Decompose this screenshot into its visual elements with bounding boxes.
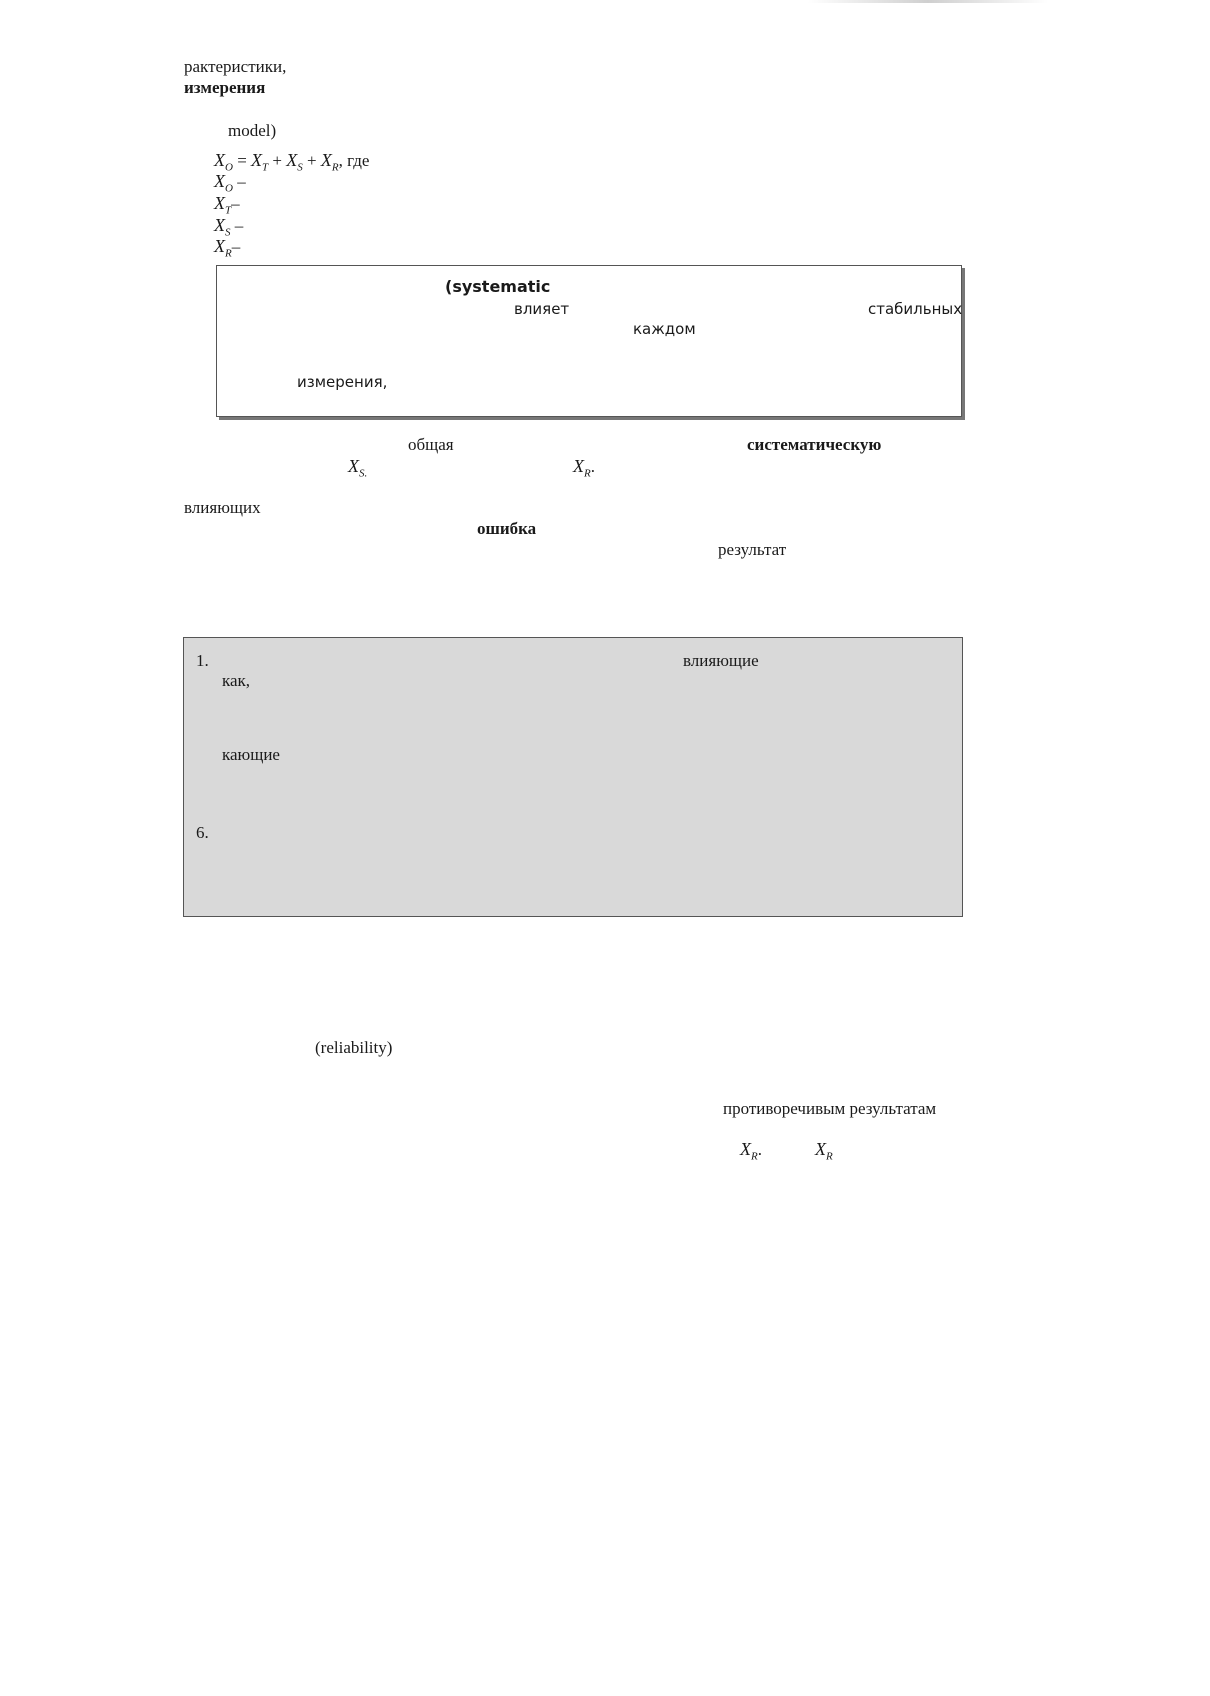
box1-word-2: стабильных bbox=[868, 300, 963, 318]
box2-num-6: 6. bbox=[196, 823, 209, 842]
definition-xo: $X_O$ – bbox=[214, 171, 246, 195]
definition-xs: $X_S$ – bbox=[214, 215, 244, 239]
scan-edge-line bbox=[808, 0, 1048, 3]
body2-word-1: влияющих bbox=[184, 498, 261, 517]
body2-word-2: ошибка bbox=[477, 519, 537, 538]
box2-num-1: 1. bbox=[196, 651, 209, 670]
box1-word-4: измерения, bbox=[297, 373, 388, 391]
body3-word-2: противоречивым результатам bbox=[723, 1099, 937, 1118]
body1-xs: $X_{S.}$ bbox=[348, 456, 368, 480]
box1-word-1: влияет bbox=[514, 300, 570, 318]
body3-xr-1: $X_R$. bbox=[740, 1139, 762, 1163]
definition-xr: $X_R-$ bbox=[214, 236, 241, 260]
definition-box bbox=[216, 265, 962, 417]
box2-word-1: влияющие bbox=[683, 651, 759, 670]
definition-xt: $X_T-$ bbox=[214, 193, 240, 217]
header-line-2: измерения bbox=[184, 78, 266, 97]
header-line-1: рактеристики, bbox=[184, 57, 287, 76]
model-label: model) bbox=[228, 121, 277, 140]
body1-xr: $X_R$. bbox=[573, 456, 595, 480]
body2-word-3: результат bbox=[718, 540, 787, 559]
equation: $X_O = X_T + X_S + X_R$, где bbox=[214, 150, 370, 174]
box1-title: (systematic bbox=[445, 277, 551, 296]
body1-word-1: общая bbox=[408, 435, 454, 454]
body3-word-1: (reliability) bbox=[315, 1038, 393, 1057]
box2-word-2: как, bbox=[222, 671, 251, 690]
shaded-list-box bbox=[183, 637, 963, 917]
body3-xr-2: $X_R$ bbox=[815, 1139, 833, 1163]
body1-word-2: систематическую bbox=[747, 435, 882, 454]
box2-word-3: кающие bbox=[222, 745, 280, 764]
box1-word-3: каждом bbox=[633, 320, 696, 338]
